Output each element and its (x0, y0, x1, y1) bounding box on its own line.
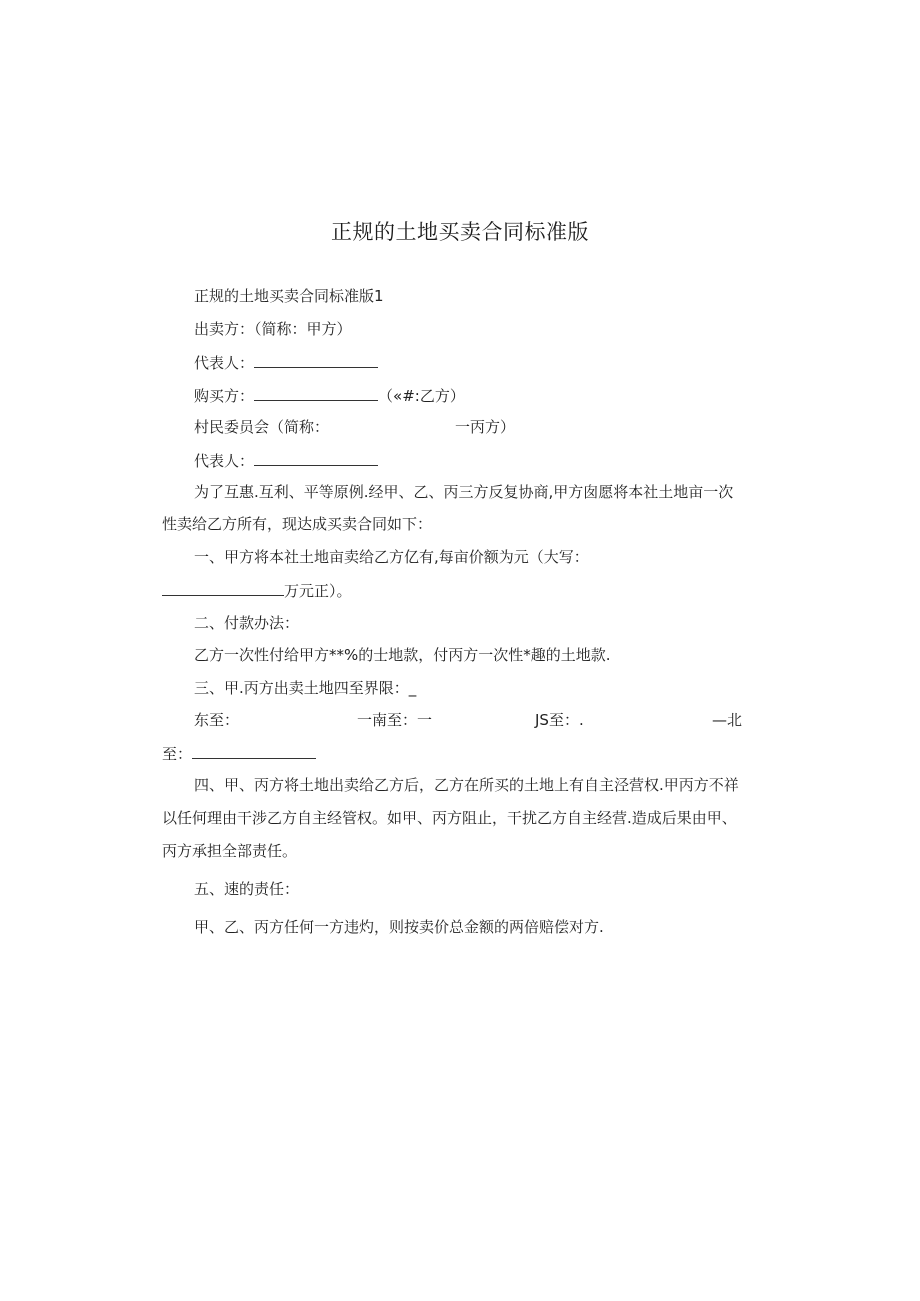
clause-4-line-1: 四、甲、丙方将土地出卖给乙方后，乙方在所买的土地上有自主泾营权.甲丙方不祥 (194, 776, 739, 794)
amount-blank (162, 580, 284, 596)
representative-blank-1 (254, 352, 378, 368)
seller-line: 出卖方：（简称：甲方） (194, 320, 352, 338)
intro-paragraph-line-2: 性卖给乙方所有，现达成买卖合同如下： (162, 515, 433, 533)
clause-4-line-2: 以任何理由干涉乙方自主经管权。如甲、丙方阻止，干扰乙方自主经营.造成后果由甲、 (162, 809, 737, 827)
clause-1-suffix: 万元正）。 (284, 582, 352, 600)
buyer-label: 购买方： (194, 387, 255, 405)
north-cont-label: 至： (162, 745, 193, 763)
clause-2-body: 乙方一次性付给甲方**%的士地款，付丙方一次性*趣的土地款. (194, 646, 611, 664)
village-line (194, 417, 329, 437)
boundary-south: 一南至：一 (357, 711, 433, 729)
intro-paragraph-line-1: 为了互惠.互利、平等原例.经甲、乙、丙三方反复协商,甲方囱愿将本社土地亩一次 (194, 483, 734, 501)
boundary-west: JS至：. (535, 711, 584, 729)
boundary-east: 东至： (194, 711, 240, 729)
village-label: 村民委员会（简称： (194, 418, 330, 436)
clause-1-line-2 (162, 580, 352, 601)
boundary-north: —北 (712, 711, 743, 729)
representative-label-1: 代表人： (194, 354, 255, 372)
representative-line-2 (194, 450, 378, 471)
representative-label-2: 代表人： (194, 452, 255, 470)
representative-line-1 (194, 352, 378, 373)
north-blank (192, 743, 316, 759)
clause-1-line-1: 一、甲方将本社土地亩卖给乙方亿有,每亩价额为元（大写： (194, 548, 589, 566)
document-subtitle: 正规的土地买卖合同标准版1 (194, 287, 384, 305)
buyer-suffix: （«#:乙方） (378, 387, 465, 405)
village-suffix: 一丙方） (455, 418, 516, 436)
representative-blank-2 (254, 450, 378, 466)
clause-4-line-3: 丙方承担全部责任。 (162, 842, 298, 860)
buyer-line (194, 385, 465, 406)
clause-5-heading: 五、速的责任： (194, 880, 300, 898)
document-title: 正规的土地买卖合同标准版 (331, 220, 589, 244)
clause-3-heading: 三、甲.丙方出卖土地四至界限：_ (194, 679, 417, 697)
boundary-north-cont (162, 743, 316, 764)
clause-5-body: 甲、乙、丙方任何一方违灼，则按卖价总金额的两倍赔偿对方. (194, 918, 604, 936)
buyer-blank (254, 385, 378, 401)
clause-2-heading: 二、付款办法： (194, 614, 300, 632)
